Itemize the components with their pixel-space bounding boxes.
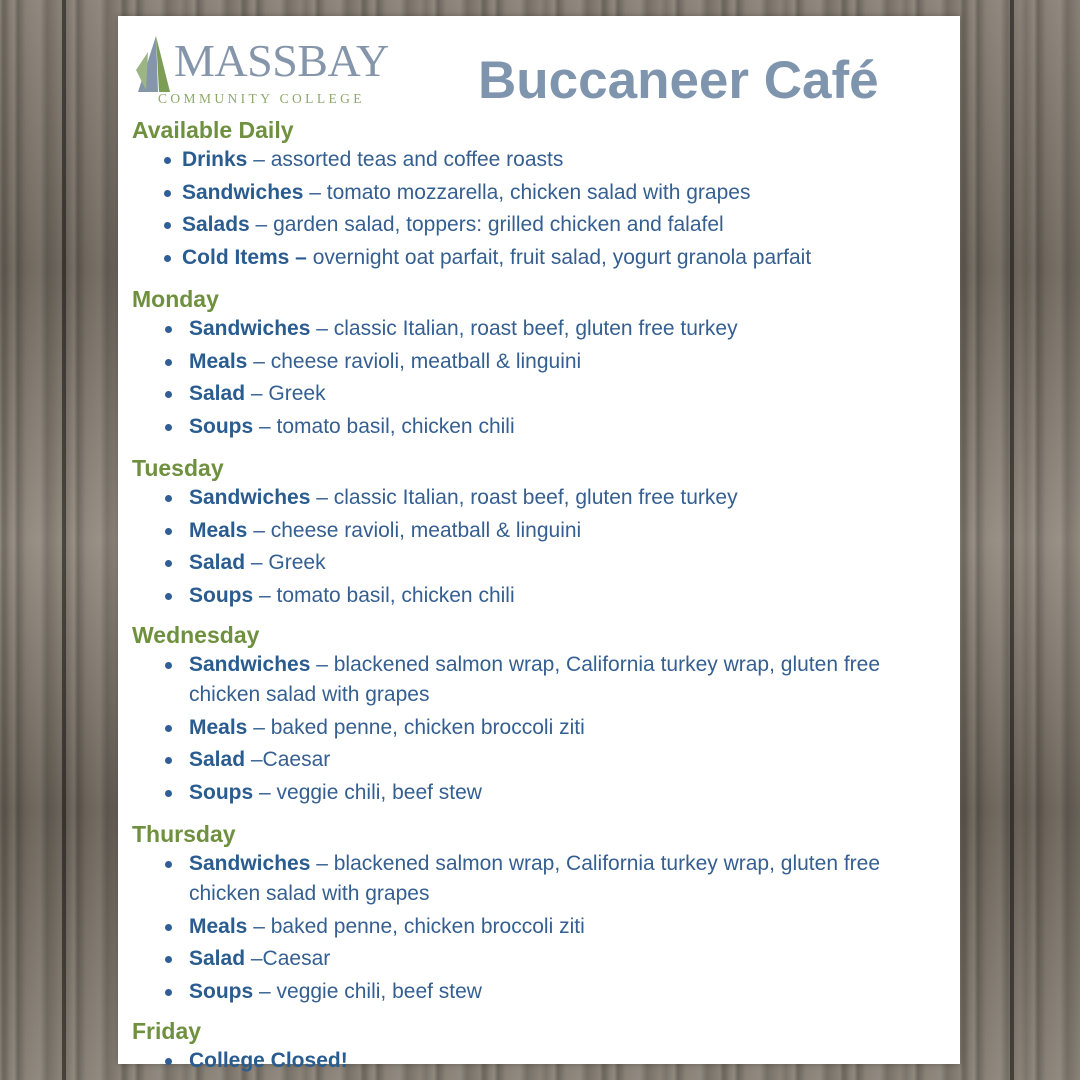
bullet-icon bbox=[165, 528, 172, 535]
item-text: – classic Italian, roast beef, gluten free turkey bbox=[310, 486, 738, 509]
section-monday bbox=[132, 285, 956, 442]
bullet-icon bbox=[165, 1058, 172, 1065]
section-wednesday bbox=[132, 621, 956, 808]
item-text: overnight oat parfait, fruit salad, yogurt granola parfait bbox=[306, 245, 812, 269]
item-text: – Greek bbox=[245, 551, 326, 574]
item-text: – assorted teas and coffee roasts bbox=[247, 148, 564, 171]
list-item bbox=[132, 243, 956, 273]
bullet-icon bbox=[165, 989, 172, 996]
list-item bbox=[132, 516, 956, 546]
logo-subtitle: COMMUNITY COLLEGE bbox=[158, 91, 365, 106]
item-text: – Greek bbox=[245, 382, 326, 405]
list-item bbox=[132, 944, 956, 974]
item-label: Salad bbox=[189, 947, 246, 970]
item-label: Salad bbox=[189, 551, 246, 574]
item-text: – blackened salmon wrap, California turkey wrap, gluten free chicken salad with grapes bbox=[189, 653, 881, 706]
item-text: –Caesar bbox=[245, 748, 331, 771]
logo-wordmark: MASSBAY bbox=[174, 35, 389, 86]
item-label: Sandwiches bbox=[189, 486, 311, 509]
list-item bbox=[132, 650, 956, 710]
list-item bbox=[132, 483, 956, 513]
page-title: Buccaneer Café bbox=[478, 51, 879, 110]
item-text: – tomato basil, chicken chili bbox=[253, 583, 515, 607]
list-item bbox=[132, 412, 956, 442]
bullet-icon bbox=[165, 359, 172, 366]
bullet-icon bbox=[164, 222, 171, 229]
sail-logo-icon bbox=[134, 30, 174, 94]
item-label: Salads bbox=[182, 213, 250, 236]
bullet-icon bbox=[165, 790, 172, 797]
item-text: – veggie chili, beef stew bbox=[253, 780, 482, 804]
menu-card bbox=[118, 16, 960, 1072]
bullet-icon bbox=[165, 725, 172, 732]
list-item bbox=[132, 581, 956, 611]
item-label: College Closed! bbox=[189, 1049, 348, 1072]
item-text: – baked penne, chicken broccoli ziti bbox=[247, 914, 585, 938]
day-heading: Wednesday bbox=[132, 622, 260, 648]
item-label: Soups bbox=[189, 414, 254, 438]
bullet-icon bbox=[164, 157, 171, 164]
item-text: – tomato basil, chicken chili bbox=[253, 414, 515, 438]
list-item bbox=[132, 178, 956, 208]
section-available-daily bbox=[132, 116, 956, 273]
item-label: Soups bbox=[189, 583, 254, 607]
item-label: Sandwiches bbox=[182, 180, 304, 204]
list-item bbox=[132, 210, 956, 240]
bullet-icon bbox=[165, 662, 172, 669]
item-text: – garden salad, toppers: grilled chicken and falafel bbox=[249, 213, 724, 236]
bullet-icon bbox=[165, 593, 172, 600]
section-friday bbox=[132, 1017, 956, 1076]
list-item bbox=[132, 379, 956, 409]
item-label: Meals bbox=[189, 349, 248, 373]
list-item bbox=[132, 145, 956, 175]
day-heading: Monday bbox=[132, 286, 219, 312]
list-item bbox=[132, 912, 956, 942]
list-item bbox=[132, 713, 956, 743]
item-text: – classic Italian, roast beef, gluten free turkey bbox=[310, 317, 738, 340]
item-label: Drinks bbox=[182, 148, 248, 171]
list-item bbox=[132, 745, 956, 775]
item-label: Salad bbox=[189, 382, 246, 405]
list-item bbox=[132, 778, 956, 808]
item-label: Salad bbox=[189, 748, 246, 771]
bullet-icon bbox=[165, 326, 172, 333]
massbay-logo bbox=[134, 26, 389, 112]
list-item bbox=[132, 1046, 956, 1076]
item-text: – veggie chili, beef stew bbox=[253, 979, 482, 1003]
bullet-icon bbox=[165, 757, 172, 764]
bullet-icon bbox=[165, 924, 172, 931]
list-item bbox=[132, 849, 956, 909]
item-label: Sandwiches bbox=[189, 852, 311, 875]
menu-list bbox=[132, 116, 956, 1079]
item-label: Sandwiches bbox=[189, 317, 311, 340]
day-heading: Tuesday bbox=[132, 455, 224, 481]
item-label: Sandwiches bbox=[189, 653, 311, 676]
item-text: – baked penne, chicken broccoli ziti bbox=[247, 715, 585, 739]
item-text: –Caesar bbox=[245, 947, 331, 970]
bullet-icon bbox=[165, 956, 172, 963]
day-heading: Friday bbox=[132, 1018, 202, 1044]
item-text: – tomato mozzarella, chicken salad with grapes bbox=[303, 180, 751, 204]
day-heading: Available Daily bbox=[132, 117, 294, 143]
day-heading: Thursday bbox=[132, 821, 236, 847]
list-item bbox=[132, 314, 956, 344]
item-text: – blackened salmon wrap, California turkey wrap, gluten free chicken salad with grapes bbox=[189, 852, 881, 905]
wood-plank-seam bbox=[1010, 0, 1014, 1080]
list-item bbox=[132, 347, 956, 377]
item-label: Meals bbox=[189, 914, 248, 938]
bullet-icon bbox=[164, 190, 171, 197]
bullet-icon bbox=[164, 255, 171, 262]
bullet-icon bbox=[165, 424, 172, 431]
item-text: – cheese ravioli, meatball & linguini bbox=[247, 518, 582, 542]
wood-plank-seam bbox=[62, 0, 66, 1080]
section-thursday bbox=[132, 820, 956, 1007]
bullet-icon bbox=[165, 861, 172, 868]
bullet-icon bbox=[165, 391, 172, 398]
item-label: Soups bbox=[189, 979, 254, 1003]
item-text: – cheese ravioli, meatball & linguini bbox=[247, 349, 582, 373]
bullet-icon bbox=[165, 495, 172, 502]
list-item bbox=[132, 548, 956, 578]
item-label: Cold Items – bbox=[182, 245, 307, 269]
bullet-icon bbox=[165, 560, 172, 567]
list-item bbox=[132, 977, 956, 1007]
item-label: Soups bbox=[189, 780, 254, 804]
item-label: Meals bbox=[189, 715, 248, 739]
section-tuesday bbox=[132, 454, 956, 611]
item-label: Meals bbox=[189, 518, 248, 542]
